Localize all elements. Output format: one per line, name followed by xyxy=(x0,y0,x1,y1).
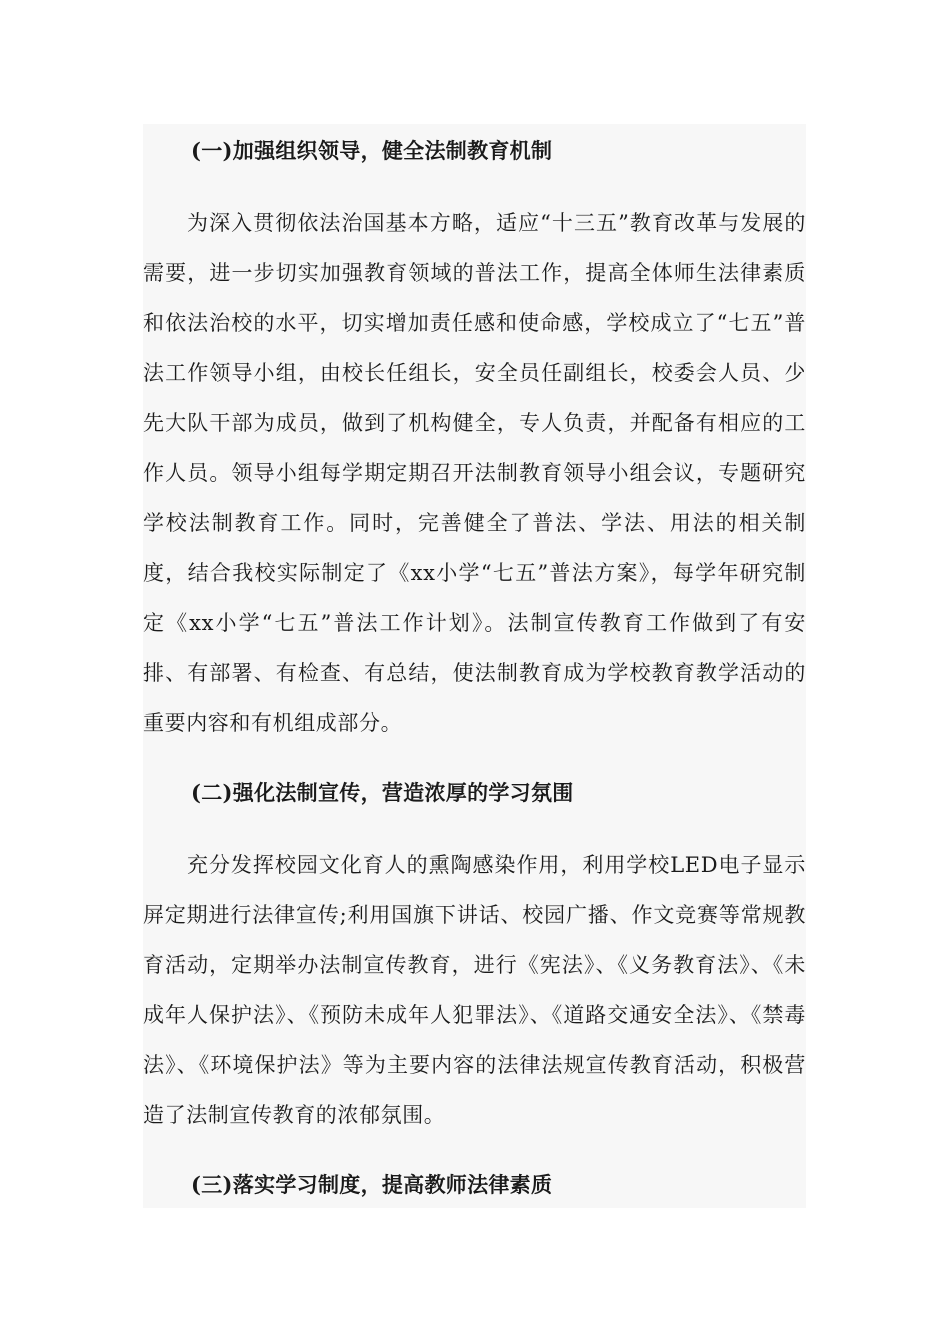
section-heading-3: (三)落实学习制度，提高教师法律素质 xyxy=(191,1172,553,1197)
section-heading-1: (一)加强组织领导，健全法制教育机制 xyxy=(191,138,553,163)
section-heading-2: (二)强化法制宣传，营造浓厚的学习氛围 xyxy=(191,780,574,805)
section-paragraph-1: 为深入贯彻依法治国基本方略，适应“十三五”教育改革与发展的需要，进一步切实加强教育领域的普法工作，提高全体师生法律素质和依法治校的水平，切实增加责任感和使命感，学校成立了“七五”普法工作领导小组，由校长任组长，安全员任副组长，校委会人员、少先大队干部为成员，做到了机构健全，专人负责，并配备有相应的工作人员。领导小组每学期定期召开法制教育领导小组会议，专题研究学校法制教育工作。同时，完善健全了普法、学法、用法的相关制度，结合我校实际制定了《xx小学“七五”普法方案》，每学年研究制定《xx小学“七五”普法工作计划》。法制宣传教育工作做到了有安排、有部署、有检查、有总结，使法制教育成为学校教育教学活动的重要内容和有机组成部分。 xyxy=(143,211,806,735)
document-content xyxy=(143,124,806,1208)
section-paragraph-2: 充分发挥校园文化育人的熏陶感染作用，利用学校LED电子显示屏定期进行法律宣传;利用国旗下讲话、校园广播、作文竞赛等常规教育活动，定期举办法制宣传教育，进行《宪法》、《义务教育法》、《未成年人保护法》、《预防未成年人犯罪法》、《道路交通安全法》、《禁毒法》、《环境保护法》等为主要内容的法律法规宣传教育活动，积极营造了法制宣传教育的浓郁氛围。 xyxy=(143,853,806,1127)
